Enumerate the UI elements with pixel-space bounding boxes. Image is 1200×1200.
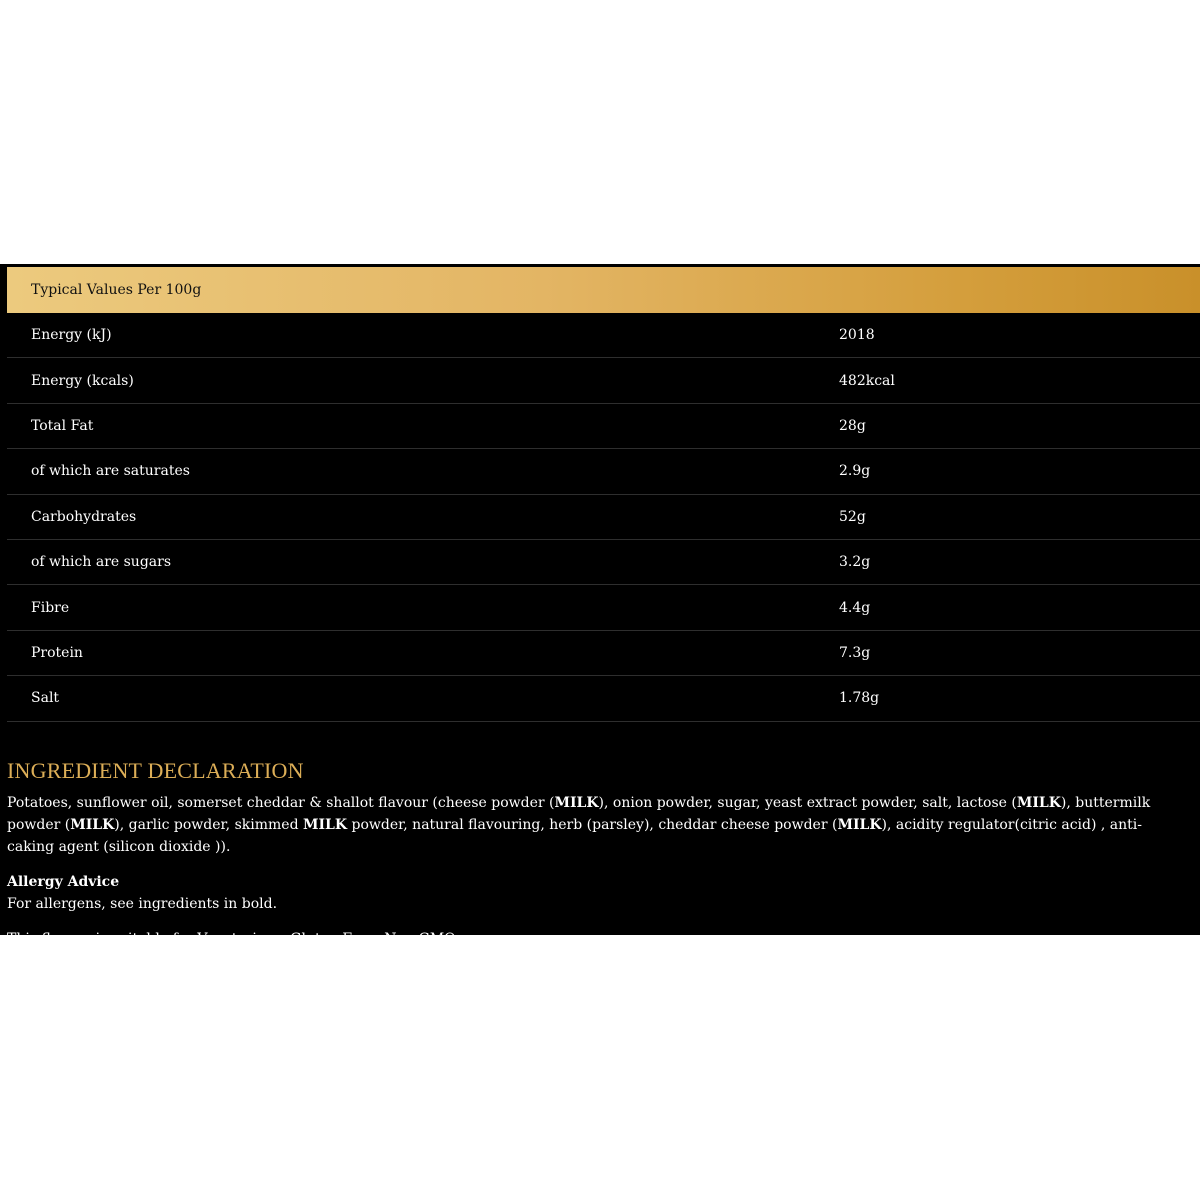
nutrition-table-header: Typical Values Per 100g (7, 267, 1200, 313)
nutrient-name: Protein (31, 644, 83, 661)
nutrition-row (7, 540, 1200, 585)
allergen-text: MILK (554, 794, 599, 811)
nutrient-value: 7.3g (839, 644, 871, 661)
nutrient-name: Total Fat (31, 417, 94, 434)
nutrient-name: Fibre (31, 599, 70, 616)
ingredient-text: ), acidity regulator(citric acid) , anti-caking agent (silicon dioxide )). (7, 816, 1142, 855)
nutrition-row (7, 358, 1200, 403)
nutrient-value: 52g (839, 508, 866, 525)
nutrition-row (7, 449, 1200, 494)
nutrient-name: Salt (31, 690, 60, 707)
allergy-advice-text: For allergens, see ingredients in bold. (7, 895, 278, 912)
nutrient-name: Energy (kJ) (31, 327, 112, 344)
nutrient-value: 482kcal (839, 372, 895, 389)
allergen-text: MILK (1016, 794, 1061, 811)
allergy-advice-title: Allergy Advice (7, 873, 120, 890)
allergen-text: MILK (837, 816, 882, 833)
nutrition-row (7, 676, 1200, 721)
product-info-panel (0, 264, 1200, 947)
nutrient-value: 2018 (839, 327, 875, 344)
allergen-text: MILK (70, 816, 115, 833)
ingredient-text: Potatoes, sunflower oil, somerset cheddar & shallot flavour (cheese powder ( (7, 794, 555, 811)
nutrient-name: Energy (kcals) (31, 372, 134, 389)
nutrient-value: 2.9g (839, 463, 871, 480)
nutrition-row (7, 313, 1200, 358)
nutrition-rows (7, 313, 1200, 722)
nutrition-row (7, 631, 1200, 676)
ingredient-text: ), garlic powder, skimmed (114, 816, 303, 833)
nutrient-name: of which are sugars (31, 554, 172, 571)
nutrition-table (7, 267, 1200, 722)
ingredient-text: powder, natural flavouring, herb (parsley), cheddar cheese powder ( (347, 816, 838, 833)
nutrition-row (7, 495, 1200, 540)
ingredient-declaration-heading: INGREDIENT DECLARATION (7, 757, 304, 783)
suitability-text: This flavour is suitable for Vegetarians. Gluten Free. Non-GMO (7, 930, 456, 947)
nutrient-name: of which are saturates (31, 463, 190, 480)
ingredient-text: ), onion powder, sugar, yeast extract powder, salt, lactose ( (598, 794, 1017, 811)
nutrient-value: 1.78g (839, 690, 880, 707)
ingredients-text (7, 792, 1188, 858)
nutrient-value: 4.4g (839, 599, 871, 616)
nutrition-row (7, 585, 1200, 630)
ingredients-section (0, 758, 1200, 950)
ingredient-text: ), buttermilk powder ( (7, 794, 1151, 833)
nutrition-row (7, 404, 1200, 449)
nutrient-name: Carbohydrates (31, 508, 137, 525)
allergen-text: MILK (302, 816, 348, 833)
nutrient-value: 28g (839, 417, 866, 434)
nutrient-value: 3.2g (839, 554, 871, 571)
